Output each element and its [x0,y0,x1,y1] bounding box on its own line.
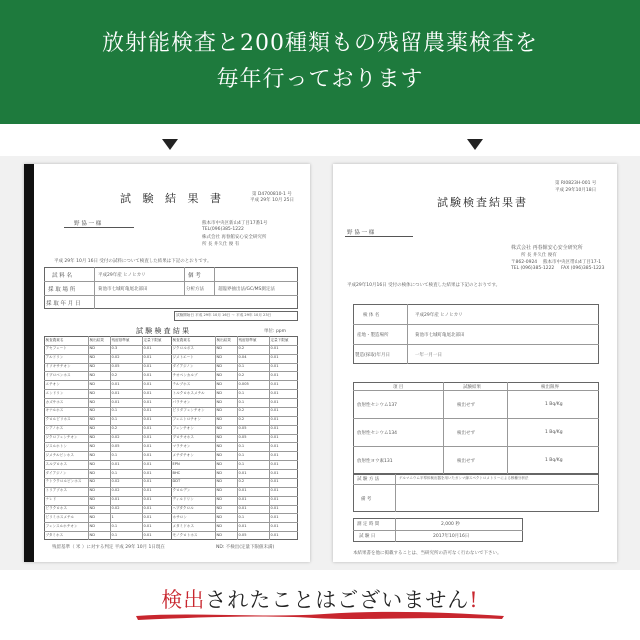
table-cell: 0.1 [111,523,118,528]
table-cell: 0.05 [238,426,247,431]
meta-label: 検 体 名 [363,313,380,318]
table-cell: 0.01 [270,364,279,369]
meta-divider [44,281,298,282]
results-unit: 単位: ppm [264,329,287,334]
table-cell: ND [89,514,95,519]
table-cell: ND [216,364,222,369]
table-cell: ND [216,479,222,484]
table-cell: ダイアジノン [45,470,67,475]
brush-underline [134,608,506,622]
result-limit: 1 Bq/Kg [545,430,563,435]
table-cell: プロチオホス [172,435,194,440]
table-cell: 0.1 [111,532,118,537]
date-value: 2017年10月16日 [433,534,470,539]
table-row-divider [44,451,298,452]
issuer-name: 株式会社 再春館安心安全研究所 [202,235,267,240]
meta-divider [407,304,408,364]
report-footer: 本結果書を他に掲載することは、当研究所の許可なく行わないで下さい。 [353,551,502,556]
meta-value: 超臨界抽出法/GC/MS測定法 [218,287,275,292]
table-cell: ND [89,532,95,537]
table-cell: 0.01 [143,497,152,502]
table-cell: 0.1 [238,399,245,404]
issuer-address: 熊本市中央区新山4丁目17番1号 [202,221,268,226]
table-cell: エチオン [45,381,60,386]
table-cell: 0.01 [238,470,247,475]
table-cell: ND [216,408,222,413]
down-arrow-icon [162,139,178,150]
table-cell: アセフェート [45,346,67,351]
doc-date: 平成 29年 10月 25日 [250,198,294,203]
table-row-divider [44,496,298,497]
method-divider [395,474,396,512]
closing-highlight: 検出 [161,588,206,612]
table-cell: 0.01 [270,506,279,511]
table-cell: テルブホス [172,381,191,386]
table-cell: 0.01 [111,399,120,404]
table-cell: トルクロホスメチル [172,390,205,395]
table-cell: 0.01 [111,461,120,466]
table-cell: 0.1 [111,417,118,422]
table-cell: 0.01 [270,497,279,502]
table-cell: 0.01 [143,408,152,413]
table-cell: ND [89,461,95,466]
table-cell: ND [89,417,95,422]
table-cell: ND [89,479,95,484]
table-cell: 0.01 [143,488,152,493]
results-header: 項 目 [393,385,404,390]
table-cell: 0.1 [111,470,118,475]
table-cell: ピリミホスメチル [45,514,75,519]
table-cell: トリアゾホス [45,488,68,493]
meta-value: 菊池市七城町亀尾北部田 [98,287,148,292]
footer [0,572,640,640]
meta-divider [44,295,298,296]
table-header-cell: 残留基準値 [111,337,130,342]
table-row-divider [44,354,298,355]
meta-value: 平成29年産 ヒノヒカリ [98,273,146,278]
closing-text: されたことはございません [205,588,470,612]
table-cell: 0.01 [270,381,279,386]
table-cell: 0.01 [270,372,279,377]
table-cell: 0.01 [111,390,120,395]
table-cell: 0.01 [143,461,152,466]
issuer-tel: TEL(096)385-1222 [202,227,244,232]
table-cell: 0.01 [270,461,279,466]
table-cell: ND [89,381,95,386]
table-cell: ピラクロホス [45,506,68,511]
table-cell: 0.01 [270,435,279,440]
meta-divider [94,267,95,309]
meta-divider [184,267,185,295]
table-cell: DDT [172,479,181,484]
table-cell: 0.05 [238,435,247,440]
table-cell: 0.01 [143,399,152,404]
table-cell: ND [216,452,222,457]
time-value: 2,000 秒 [441,522,460,527]
time-label: 測 定 時 間 [357,522,380,527]
table-cell: ヘプタクロル [172,506,194,511]
table-cell: 0.01 [270,514,279,519]
table-cell: ND [89,426,95,431]
doc-date: 平成 29年10月18日 [555,188,597,193]
table-cell: 0.01 [270,355,279,360]
result-limit: 1 Bq/Kg [545,458,563,463]
table-cell: ピリダフェンチオン [172,408,205,413]
table-cell: 0.01 [143,372,152,377]
table-cell: 0.01 [270,399,279,404]
table-cell: 0.02 [111,479,120,484]
table-cell: ND [89,523,95,528]
table-cell: 0.01 [270,479,279,484]
table-row-divider [44,380,298,381]
addressee: 野 協 一 様 [74,221,102,227]
table-row-divider [44,398,298,399]
table-cell: 0.2 [238,346,245,351]
table-cell: キナルホス [45,408,64,413]
banner-title-line2: 毎年行っております [216,67,424,92]
table-cell: 0.2 [238,479,245,484]
report-footer-right: ND: 不検出(定量下限値未満) [216,545,275,550]
table-cell: 0.01 [238,488,247,493]
table-cell: ND [89,355,95,360]
table-cell: 0.01 [111,381,120,386]
table-row-divider [44,371,298,372]
table-cell: ジスルホトン [45,443,67,448]
table-cell: 0.05 [238,532,247,537]
table-cell: 0.01 [143,426,152,431]
table-cell: ND [89,408,95,413]
table-cell: 0.01 [238,523,247,528]
result-item: 放射性ヨウ素131 [357,459,393,464]
table-cell: 0.1 [238,443,245,448]
results-title: 試 験 検 査 結 果 [136,327,190,335]
table-cell: ND [216,417,222,422]
table-cell: 0.02 [111,435,120,440]
table-row-divider [44,478,298,479]
table-cell: 0.3 [111,346,118,351]
table-cell: フェンスルホチオン [45,523,78,528]
table-row-divider [44,345,298,346]
table-cell: ND [89,506,95,511]
table-row-divider [44,513,298,514]
doc-number: 第 RI0823H-001 号 [555,181,597,186]
table-cell: 0.02 [111,488,120,493]
date-label: 試 験 日 [359,534,376,539]
table-header-cell: 定量下限値 [270,337,289,342]
table-cell: ND [216,435,222,440]
table-cell: ND [89,399,95,404]
table-cell: 0.01 [143,381,152,386]
table-row-divider [44,442,298,443]
result-limit: 1 Bq/Kg [545,402,563,407]
table-header-cell: 検査農薬名 [45,337,64,342]
result-value: 検出せず [457,431,475,436]
table-cell: 0.1 [238,514,245,519]
table-cell: ND [216,514,222,519]
doc-title: 試 験 結 果 書 [120,192,225,205]
table-cell: 0.01 [270,523,279,528]
table-row-divider [44,363,298,364]
table-cell: ND [216,497,222,502]
table-cell: 0.01 [143,452,152,457]
table-cell: 0.01 [143,355,152,360]
addressee-underline [345,236,413,237]
table-cell: 0.02 [111,355,120,360]
table-cell: 0.05 [111,443,120,448]
table-cell: ND [89,443,95,448]
meta-divider [353,324,599,325]
table-cell: ND [216,390,222,395]
table-cell: 1 [111,514,114,519]
table-cell: ジクロルボス [172,346,194,351]
table-cell: 0.1 [111,452,118,457]
table-cell: ダイアジノン [172,364,194,369]
result-value: 検出せず [457,403,475,408]
receipt-text: 試験開始日 平成 29年 10月 16日 ～ 平成 29年 10月 23日 [176,313,272,317]
table-cell: 0.01 [143,532,152,537]
method-label: 試 験 方 法 [357,477,380,482]
table-cell: フェンチオン [172,426,194,431]
meta-label: 産地・製造場所 [357,333,389,338]
table-cell: 0.02 [111,506,120,511]
meta-label: 採 取 場 所 [48,287,76,293]
table-cell: ND [89,470,95,475]
table-cell: ND [89,346,95,351]
table-cell: ND [89,390,95,395]
table-cell: 0.01 [270,452,279,457]
table-row-divider [44,460,298,461]
table-cell: 0.01 [143,364,152,369]
table-cell: 0.2 [238,417,245,422]
addressee: 野 協 一 様 [347,230,375,236]
table-cell: スルプロホス [45,461,68,466]
measurement-divider [395,518,396,542]
table-cell: ND [216,372,222,377]
issuer-address: 熊本市中央区帯山4丁目17-1 [543,260,602,265]
results-header: 検出限界 [541,385,559,390]
table-cell: 0.1 [238,461,245,466]
table-cell: 0.01 [270,488,279,493]
table-cell: モノクロトホス [172,532,198,537]
table-cell: 0.01 [143,479,152,484]
table-cell: 0.01 [111,497,120,502]
meta-value: 菊池市七城町亀尾北部田 [415,333,465,338]
table-cell: ND [216,426,222,431]
table-cell: 0.2 [238,408,245,413]
intro-text: 平成 29年 10月 16日 受付の試料について検査した結果は下記のとおりです。 [54,259,212,264]
table-cell: 0.04 [238,355,247,360]
table-cell: ナレド [45,497,57,502]
table-cell: 0.01 [270,390,279,395]
result-value: 検出せず [457,459,475,464]
table-cell: メタミドホス [172,523,195,528]
table-cell: EPN [172,461,180,466]
table-cell: BHC [172,470,181,475]
meta-value: 平成29年産 ヒノヒカリ [415,313,463,318]
results-table [44,336,298,540]
table-cell: ND [89,372,95,377]
issuer-person: 所 長 井久仕 俊有 [521,253,557,258]
table-row-divider [44,531,298,532]
table-cell: アルドリン [45,355,64,360]
table-cell: 0.005 [238,381,249,386]
radiation-test-report [333,164,617,562]
table-cell: メチダチオン [172,452,194,457]
table-cell: ブタミホス [45,532,64,537]
table-cell: ND [89,497,95,502]
table-cell: ND [216,470,222,475]
table-cell: ND [216,381,222,386]
results-divider [443,382,444,474]
table-cell: 0.01 [143,390,152,395]
results-divider [353,418,599,419]
table-cell: 0.01 [143,346,152,351]
intro-text: 平成29年10月16日 受付の検体について検査した結果は下記のとおりです。 [347,283,501,288]
table-cell: テトラクロルビンホス [45,479,82,484]
table-row-divider [44,389,298,390]
doc-title: 試験検査結果書 [437,196,528,209]
table-cell: 0.01 [270,443,279,448]
table-cell: ND [216,346,222,351]
issuer-zip: 〒862-0924 [511,260,538,265]
measurement-divider [353,530,523,531]
table-cell: カズサホス [45,399,64,404]
table-cell: パラチオン [172,399,191,404]
table-cell: 0.01 [143,470,152,475]
table-header-cell: 検出結果 [216,337,231,342]
report-binding [24,164,34,562]
table-row-divider [44,469,298,470]
table-cell: シアノホス [45,426,64,431]
table-cell: エンドリン [45,390,64,395]
header-banner [0,0,640,124]
table-cell: 0.01 [143,514,152,519]
results-divider [507,382,508,474]
table-header-cell: 検出結果 [89,337,104,342]
table-cell: 0.01 [270,346,279,351]
table-cell: 0.1 [238,452,245,457]
table-cell: ND [89,488,95,493]
table-cell: マラチオン [172,443,191,448]
method-text: ゲルマニウム半導体検出器を用いたガンマ線スペクトロメトリーによる核種分析法 [399,476,529,480]
table-cell: ND [216,488,222,493]
closing-exclamation: ! [469,588,479,612]
banner-title-line1: 放射能検査と200種類もの残留農薬検査を [102,31,538,56]
table-row-divider [44,407,298,408]
table-cell: 0.01 [270,408,279,413]
table-cell: 0.05 [111,364,120,369]
table-cell: ND [216,399,222,404]
table-cell: チオベンカルブ [172,372,198,377]
table-cell: 0.1 [111,408,118,413]
table-cell: フェニトロチオン [172,417,201,422]
table-cell: ND [216,523,222,528]
table-cell: ジクロフェンチオン [45,435,78,440]
table-cell: ND [216,506,222,511]
meta-divider [353,344,599,345]
down-arrow-icon [467,139,483,150]
table-cell: 0.01 [270,532,279,537]
table-cell: 0.01 [143,417,152,422]
table-header-cell: 残留基準値 [238,337,257,342]
table-cell: ND [216,443,222,448]
issuer-person: 所 長 井久仕 俊 有 [202,242,240,247]
table-cell: 0.2 [238,372,245,377]
meta-label: 製造(採取)年月日 [355,353,391,358]
addressee-underline [64,227,134,228]
table-cell: 0.2 [111,372,118,377]
table-cell: 0.2 [111,426,118,431]
table-cell: ND [216,532,222,537]
table-cell: 0.01 [143,443,152,448]
result-item: 放射性セシウム137 [357,403,398,408]
notes-label: 備 考 [361,497,372,502]
table-cell: 0.01 [238,497,247,502]
table-cell: 0.1 [238,364,245,369]
table-cell: ND [89,452,95,457]
table-cell: クロルデン [172,488,191,493]
table-cell: ND [216,461,222,466]
meta-divider [214,267,215,295]
table-cell: ジメチルビンホス [45,452,74,457]
table-cell: ホサロン [172,514,187,519]
table-cell: イソキサチオン [45,364,71,369]
table-row-divider [44,487,298,488]
issuer-name: 株式会社 再春館安心安全研究所 [511,245,583,251]
table-row-divider [44,505,298,506]
report-footer-left: 残留基準（ 米 ）に対する判定 平成 29年 10月 1日現在 [52,545,165,550]
table-cell: ND [216,355,222,360]
table-cell: ディルドリン [172,497,194,502]
meta-label: 個 考 [188,273,201,279]
table-row-divider [44,522,298,523]
result-item: 放射性セシウム134 [357,431,398,436]
pesticide-test-report [24,164,310,562]
table-header-cell: 検査農薬名 [172,337,191,342]
doc-number: 第 D4700810-1 号 [252,192,292,197]
table-cell: クロルピリホス [45,417,71,422]
table-cell: 0.01 [270,426,279,431]
documents-area [0,156,640,570]
issuer-fax: FAX (096)385-1223 [561,266,605,271]
table-cell: 0.01 [270,470,279,475]
table-row-divider [44,425,298,426]
table-cell: 0.01 [270,417,279,422]
table-cell: ジメトエート [172,355,194,360]
method-divider [353,484,599,485]
table-cell: 0.01 [238,506,247,511]
meta-label: 分析方法 [186,287,204,292]
meta-label: 採 取 年 月 日 [46,301,81,307]
table-cell: 0.01 [143,506,152,511]
table-cell: ND [89,435,95,440]
table-cell: 0.01 [143,435,152,440]
table-cell: ND [89,364,95,369]
results-header: 試験結果 [463,385,481,390]
table-cell: 0.01 [143,523,152,528]
table-row-divider [44,434,298,435]
meta-value: 一年一月一日 [415,353,442,358]
results-divider [353,390,599,391]
table-cell: イプロベンホス [45,372,71,377]
table-cell: 0.1 [238,390,245,395]
results-divider [353,446,599,447]
table-header-cell: 定量下限値 [143,337,162,342]
issuer-tel: TEL (096)385-1222 [511,266,555,271]
table-row-divider [44,416,298,417]
meta-label: 試 料 名 [52,273,72,279]
